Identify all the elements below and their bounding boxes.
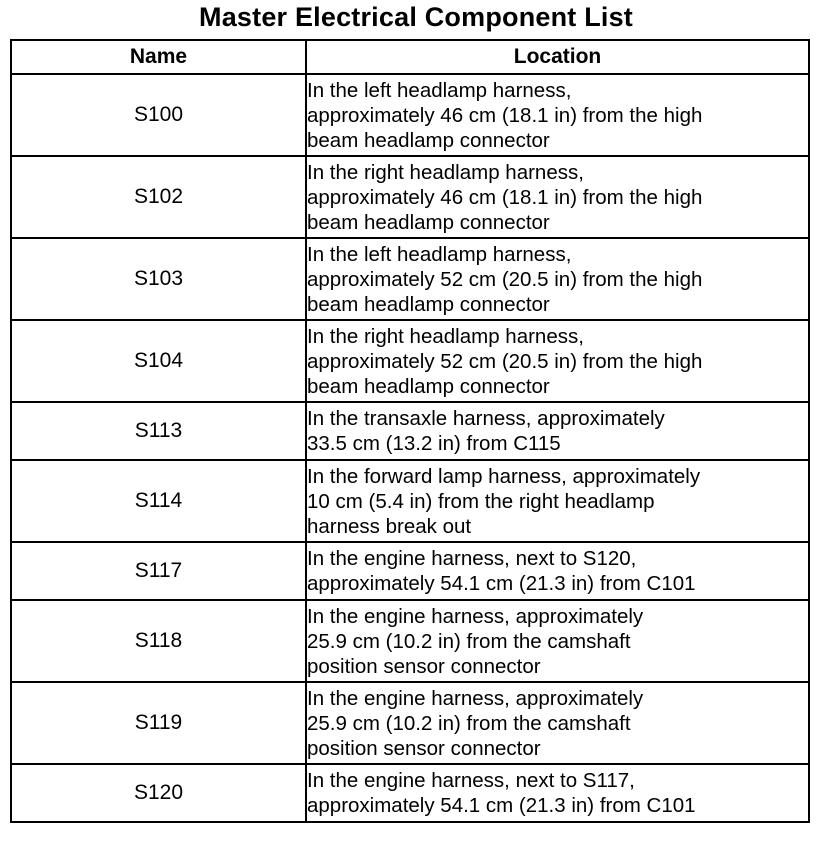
column-header-name: Name [11,40,306,74]
table-header-row [11,40,809,74]
component-location: In the forward lamp harness, approximately 10 cm (5.4 in) from the right headlamp harness break out [306,460,809,542]
component-location: In the transaxle harness, approximately 33.5 cm (13.2 in) from C115 [306,402,809,460]
component-name: S104 [11,320,306,402]
component-name: S117 [11,542,306,600]
page-title: Master Electrical Component List [199,2,633,32]
component-location: In the right headlamp harness, approximately 46 cm (18.1 in) from the high beam headlamp connector [306,156,809,238]
table-row [11,238,809,320]
component-name: S114 [11,460,306,542]
table-row [11,402,809,460]
component-location: In the engine harness, approximately 25.9 cm (10.2 in) from the camshaft position sensor connector [306,600,809,682]
component-name: S102 [11,156,306,238]
component-table [10,39,810,823]
table-row [11,600,809,682]
table-row [11,682,809,764]
table-row [11,542,809,600]
component-location: In the right headlamp harness, approximately 52 cm (20.5 in) from the high beam headlamp connector [306,320,809,402]
component-location: In the left headlamp harness, approximately 46 cm (18.1 in) from the high beam headlamp connector [306,74,809,156]
column-header-location: Location [306,40,809,74]
component-name: S120 [11,764,306,822]
table-row [11,74,809,156]
table-row [11,460,809,542]
component-name: S118 [11,600,306,682]
component-name: S113 [11,402,306,460]
table-row [11,320,809,402]
component-name: S119 [11,682,306,764]
component-location: In the left headlamp harness, approximately 52 cm (20.5 in) from the high beam headlamp connector [306,238,809,320]
table-row [11,764,809,822]
component-name: S100 [11,74,306,156]
component-location: In the engine harness, approximately 25.9 cm (10.2 in) from the camshaft position sensor connector [306,682,809,764]
table-row [11,156,809,238]
component-location: In the engine harness, next to S117, approximately 54.1 cm (21.3 in) from C101 [306,764,809,822]
component-location: In the engine harness, next to S120, approximately 54.1 cm (21.3 in) from C101 [306,542,809,600]
component-name: S103 [11,238,306,320]
